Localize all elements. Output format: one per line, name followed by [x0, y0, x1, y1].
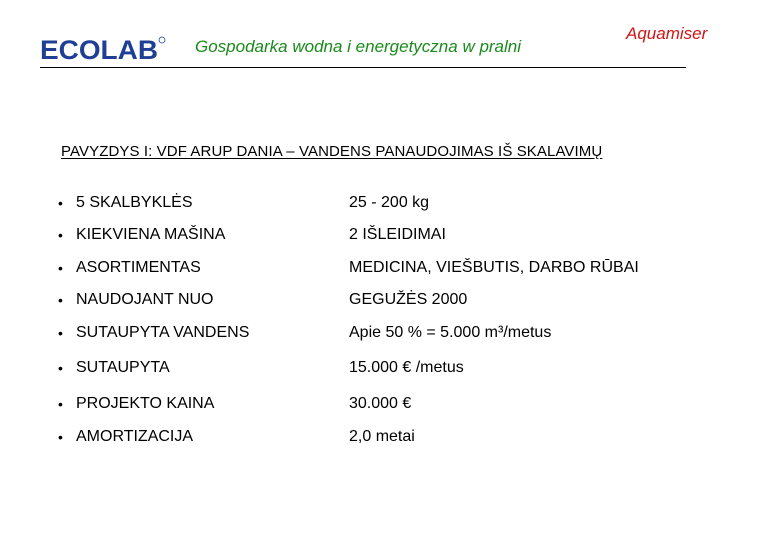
item-value: MEDICINA, VIEŠBUTIS, DARBO RŪBAI	[349, 259, 639, 276]
item-label: 5 SKALBYKLĖS	[76, 194, 193, 211]
list-item	[58, 357, 738, 379]
item-label: KIEKVIENA MAŠINA	[76, 226, 226, 243]
item-label: NAUDOJANT NUO	[76, 291, 214, 308]
item-label: ASORTIMENTAS	[76, 259, 201, 276]
ecolab-logo-graphic	[40, 34, 166, 64]
item-value: 2 IŠLEIDIMAI	[349, 226, 446, 243]
list-item	[58, 224, 738, 246]
bullet-icon: •	[58, 260, 63, 276]
list-item	[58, 426, 738, 448]
item-value: 2,0 metai	[349, 428, 415, 445]
bullet-icon: •	[58, 325, 63, 341]
item-value: 15.000 € /metus	[349, 359, 464, 376]
item-value: 25 - 200 kg	[349, 194, 430, 211]
item-label: AMORTIZACIJA	[76, 428, 194, 445]
bullet-icon: •	[58, 195, 63, 211]
item-value: 30.000 €	[349, 395, 412, 412]
bullet-icon: •	[58, 396, 63, 412]
presentation-subtitle: Gospodarka wodna i energetyczna w pralni	[195, 37, 522, 56]
bullet-icon: •	[58, 429, 63, 445]
bullet-icon: •	[58, 292, 63, 308]
list-item	[58, 393, 738, 415]
registered-mark-icon	[159, 37, 165, 43]
list-item	[58, 322, 738, 344]
list-item	[58, 192, 738, 214]
brand-name: Aquamiser	[626, 24, 708, 43]
list-item	[58, 257, 738, 279]
header-divider	[40, 67, 686, 68]
ecolab-logo	[40, 34, 166, 64]
example-heading: PAVYZDYS I: VDF ARUP DANIA – VANDENS PANAUDOJIMAS IŠ SKALAVIMŲ	[61, 143, 603, 160]
item-label: PROJEKTO KAINA	[76, 395, 215, 412]
bullet-icon: •	[58, 360, 63, 376]
item-label: SUTAUPYTA	[76, 359, 170, 376]
logo-wordmark: ECOLAB	[40, 35, 158, 64]
list-item	[58, 289, 738, 311]
item-value: GEGUŽĖS 2000	[349, 291, 468, 308]
item-value: Apie 50 % = 5.000 m³/metus	[349, 324, 552, 341]
item-label: SUTAUPYTA VANDENS	[76, 324, 250, 341]
bullet-icon: •	[58, 227, 63, 243]
